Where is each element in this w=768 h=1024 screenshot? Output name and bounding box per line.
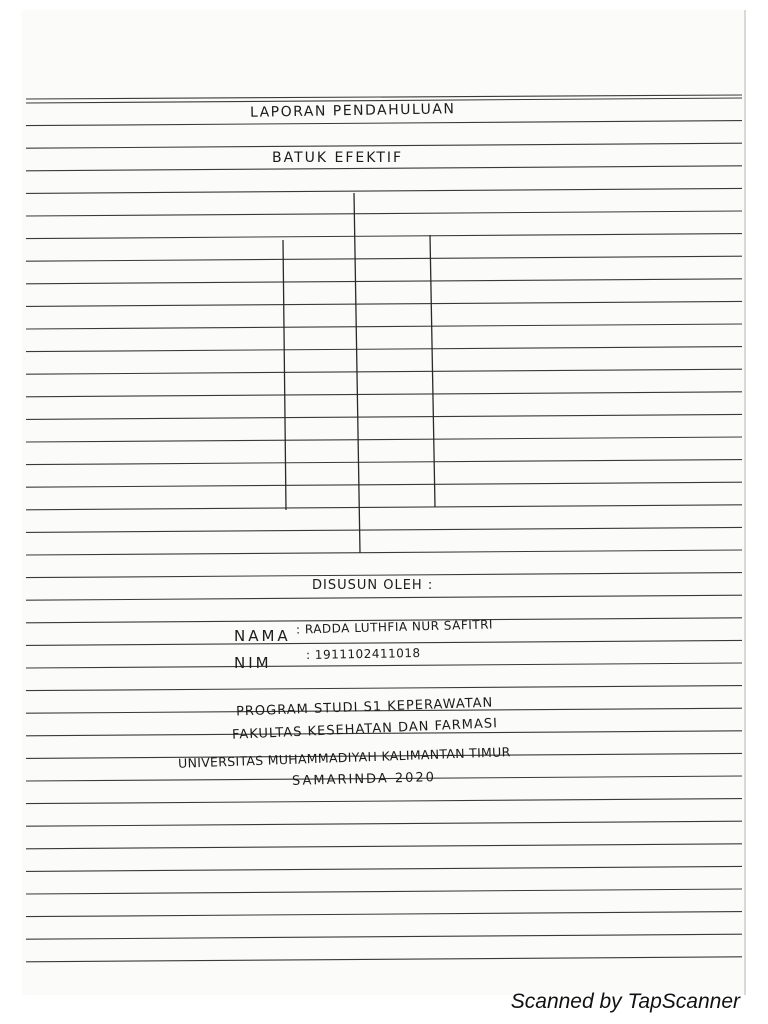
rule-line (26, 392, 742, 397)
faculty: FAKULTAS KESEHATAN DAN FARMASI (231, 716, 499, 743)
logo-stroke-center (354, 193, 360, 553)
logo-stroke-left (283, 240, 286, 510)
study-program: PROGRAM STUDI S1 KEPERAWATAN (235, 695, 494, 720)
rule-line (26, 663, 742, 668)
rule-line (26, 527, 742, 532)
report-subtitle: BATUK EFEKTIF (272, 150, 404, 166)
rule-line (26, 211, 742, 216)
rule-line (26, 301, 742, 306)
rule-line (26, 279, 742, 284)
rule-line (26, 505, 742, 510)
rule-line (26, 573, 742, 578)
rule-line (26, 414, 742, 419)
rule-line (26, 866, 742, 871)
rule-line (26, 369, 742, 374)
rule-line (26, 460, 742, 465)
name-value: : RADDA LUTHFIA NUR SAFITRI (295, 617, 494, 637)
rule-line (26, 595, 742, 600)
rule-line (26, 844, 742, 849)
rule-line (26, 550, 742, 555)
rule-line (26, 324, 742, 329)
report-title: LAPORAN PENDAHULUAN (249, 101, 456, 121)
rule-line (26, 121, 742, 126)
nim-value: : 1911102411018 (305, 646, 421, 662)
rule-line (26, 188, 742, 193)
rule-line (26, 482, 742, 487)
rule-line (26, 347, 742, 352)
rule-line (26, 957, 742, 962)
rule-line (26, 912, 742, 917)
rule-line (26, 934, 742, 939)
nim-label: NIM (234, 654, 272, 672)
rule-line (26, 686, 742, 691)
rule-line (26, 166, 742, 171)
rule-line (26, 256, 742, 261)
scanner-watermark: Scanned by TapScanner (510, 990, 740, 1013)
rule-line (26, 234, 742, 239)
rule-line (26, 889, 742, 894)
rule-line (26, 143, 742, 148)
name-label: NAMA (234, 627, 291, 645)
university: UNIVERSITAS MUHAMMADIYAH KALIMANTAN TIMUR (177, 744, 511, 771)
rule-line (26, 821, 742, 826)
rule-line (26, 640, 742, 645)
rule-line (26, 437, 742, 442)
city-year: SAMARINDA 2020 (291, 770, 437, 789)
rule-line (26, 799, 742, 804)
prepared-by-label: DISUSUN OLEH : (312, 578, 434, 593)
